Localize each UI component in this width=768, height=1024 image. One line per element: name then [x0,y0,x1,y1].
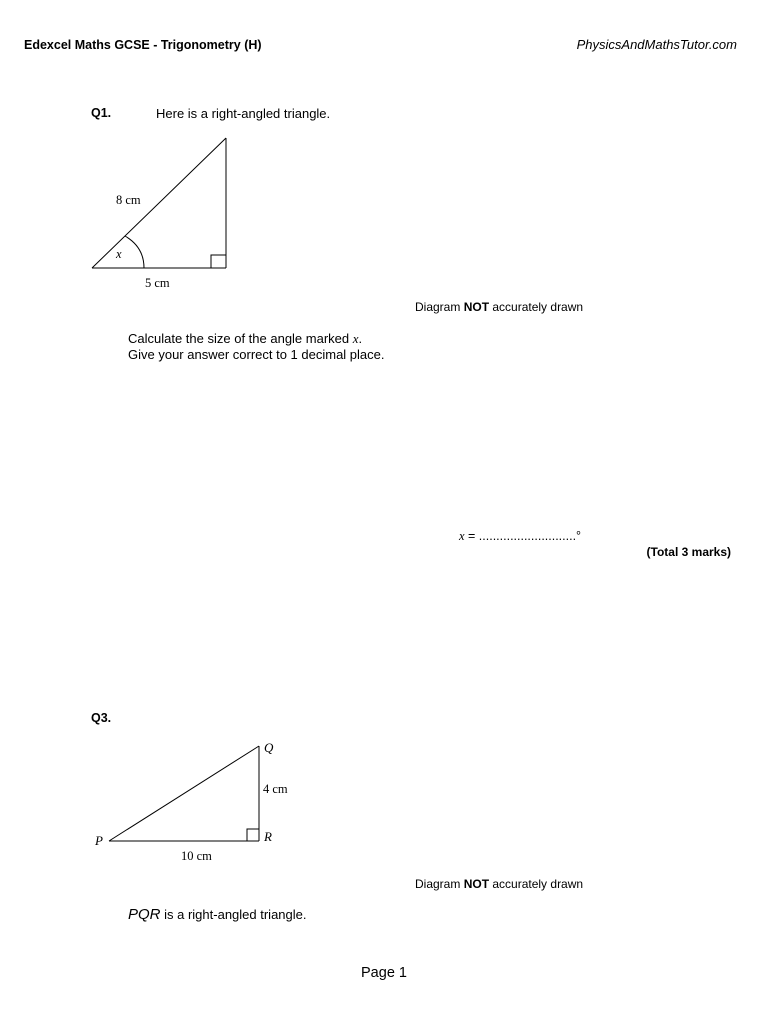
answer-blank: = ............................° [464,529,582,543]
document-header-title: Edexcel Maths GCSE - Trigonometry (H) [24,38,262,52]
question-1-answer-line[interactable] [459,529,581,544]
q1-hypotenuse [92,138,226,268]
q3-side-qr-label: 4 cm [263,782,288,796]
page-number: Page 1 [361,965,407,981]
statement-text: is a right-angled triangle. [160,907,307,922]
q3-vertex-p-label: P [95,833,103,848]
diagram-note-bold: NOT [463,300,490,314]
instruction-text-post: . [358,331,363,346]
question-3-number: Q3. [91,711,112,725]
diagram-note-pre: Diagram [415,300,464,314]
diagram-note-post: accurately drawn [489,877,584,891]
question-1-diagram-note [415,300,583,314]
q3-side-pq [109,746,259,841]
q1-hypotenuse-label: 8 cm [116,193,141,207]
diagram-note-post: accurately drawn [489,300,584,314]
q3-side-pr-label: 10 cm [181,849,212,863]
answer-variable: x [459,529,465,543]
question-1-instruction-line1 [128,331,362,347]
question-1-number: Q1. [91,106,112,120]
q3-vertex-r-label: R [264,829,272,844]
diagram-note-bold: NOT [463,877,490,891]
question-3-diagram-note [415,877,583,891]
statement-variable: PQR [128,906,161,923]
question-1-intro: Here is a right-angled triangle. [156,106,331,121]
diagram-note-pre: Diagram [415,877,464,891]
q1-base-label: 5 cm [145,276,170,290]
document-header-site: PhysicsAndMathsTutor.com [576,37,737,52]
question-1-instruction-line2: Give your answer correct to 1 decimal place. [128,347,385,362]
q1-angle-arc [125,236,144,268]
q3-right-angle-marker [247,829,259,841]
q1-angle-label: x [116,247,122,261]
instruction-text-pre: Calculate the size of the angle marked [128,331,353,346]
q3-vertex-q-label: Q [264,740,274,755]
instruction-variable: x [352,331,359,346]
question-3-statement [128,906,307,923]
q1-right-angle-marker [211,255,226,268]
question-1-total-marks: (Total 3 marks) [646,545,731,559]
